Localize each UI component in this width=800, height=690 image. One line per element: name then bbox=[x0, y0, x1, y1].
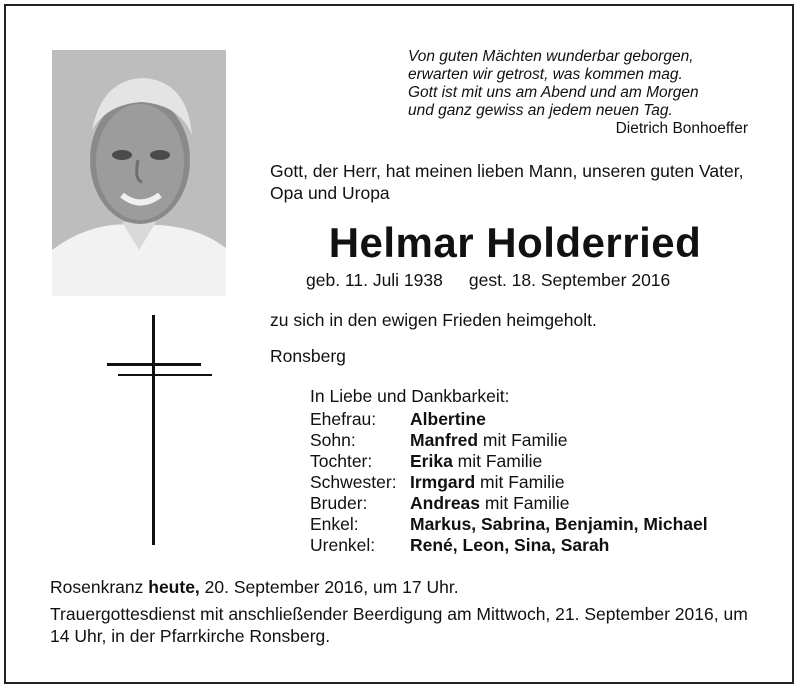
family-row bbox=[310, 493, 708, 514]
family-names-cell bbox=[410, 493, 708, 514]
family-names-cell bbox=[410, 430, 708, 451]
service-info: Trauergottesdienst mit anschließender Beerdigung am Mittwoch, 21. September 2016, um 14 Uhr, in der Pfarrkirche Ronsberg. bbox=[50, 604, 748, 646]
family-role: Sohn: bbox=[310, 430, 356, 450]
quote-author: Dietrich Bonhoeffer bbox=[615, 120, 748, 137]
family-names: René, Leon, Sina, Sarah bbox=[410, 535, 610, 555]
family-row bbox=[310, 430, 708, 451]
family-suffix: mit Familie bbox=[452, 451, 543, 471]
family-role: Bruder: bbox=[310, 493, 368, 513]
family-names: Andreas bbox=[410, 493, 481, 513]
quote-line: Gott ist mit uns am Abend und am Morgen bbox=[408, 84, 699, 101]
rosary-info bbox=[50, 577, 459, 598]
family-names: Irmgard bbox=[410, 472, 476, 492]
family-names-cell bbox=[410, 535, 708, 556]
family-table bbox=[310, 409, 708, 556]
home-text: zu sich in den ewigen Frieden heimgeholt. bbox=[270, 310, 597, 330]
family-row bbox=[310, 514, 708, 535]
family-row bbox=[310, 535, 708, 556]
quote-line: und ganz gewiss an jedem neuen Tag. bbox=[408, 102, 673, 119]
rosary-rest: 20. September 2016, um 17 Uhr. bbox=[199, 577, 459, 597]
family-row bbox=[310, 451, 708, 472]
family-names-cell bbox=[410, 451, 708, 472]
family-role: Enkel: bbox=[310, 514, 359, 534]
quote-line: erwarten wir getrost, was kommen mag. bbox=[408, 66, 683, 83]
deceased-name: Helmar Holderried bbox=[328, 219, 702, 266]
family-heading: In Liebe und Dankbarkeit: bbox=[310, 386, 510, 406]
intro-text: Gott, der Herr, hat meinen lieben Mann, unseren guten Vater, Opa und Uropa bbox=[270, 161, 744, 203]
family-role: Tochter: bbox=[310, 451, 373, 471]
family-suffix: mit Familie bbox=[480, 493, 570, 513]
death-date: gest. 18. September 2016 bbox=[468, 270, 671, 290]
quote-line: Von guten Mächten wunderbar geborgen, bbox=[408, 48, 694, 65]
cross-bar-shadow-icon bbox=[118, 374, 212, 376]
family-role: Urenkel: bbox=[310, 535, 376, 555]
family-row bbox=[310, 409, 708, 430]
cross-icon bbox=[152, 315, 155, 545]
family-names: Albertine bbox=[410, 409, 486, 429]
bible-quote bbox=[408, 48, 748, 138]
portrait-photo bbox=[52, 50, 226, 296]
rosary-prefix: Rosenkranz bbox=[50, 577, 149, 597]
family-names-cell bbox=[410, 514, 708, 535]
family-names-cell bbox=[410, 472, 708, 493]
family-role: Ehefrau: bbox=[310, 409, 377, 429]
family-names: Markus, Sabrina, Benjamin, Michael bbox=[410, 514, 708, 534]
cross-bar-icon bbox=[107, 363, 201, 366]
family-suffix: mit Familie bbox=[478, 430, 568, 450]
family-role: Schwester: bbox=[310, 472, 397, 492]
family-row bbox=[310, 472, 708, 493]
family-names: Erika bbox=[410, 451, 453, 471]
place-name: Ronsberg bbox=[270, 346, 346, 366]
family-suffix: mit Familie bbox=[475, 472, 565, 492]
rosary-today: heute, bbox=[148, 577, 200, 597]
life-dates bbox=[306, 270, 670, 291]
family-names: Manfred bbox=[410, 430, 479, 450]
birth-date: geb. 11. Juli 1938 bbox=[306, 270, 443, 290]
family-list bbox=[310, 386, 708, 556]
family-names-cell bbox=[410, 409, 708, 430]
